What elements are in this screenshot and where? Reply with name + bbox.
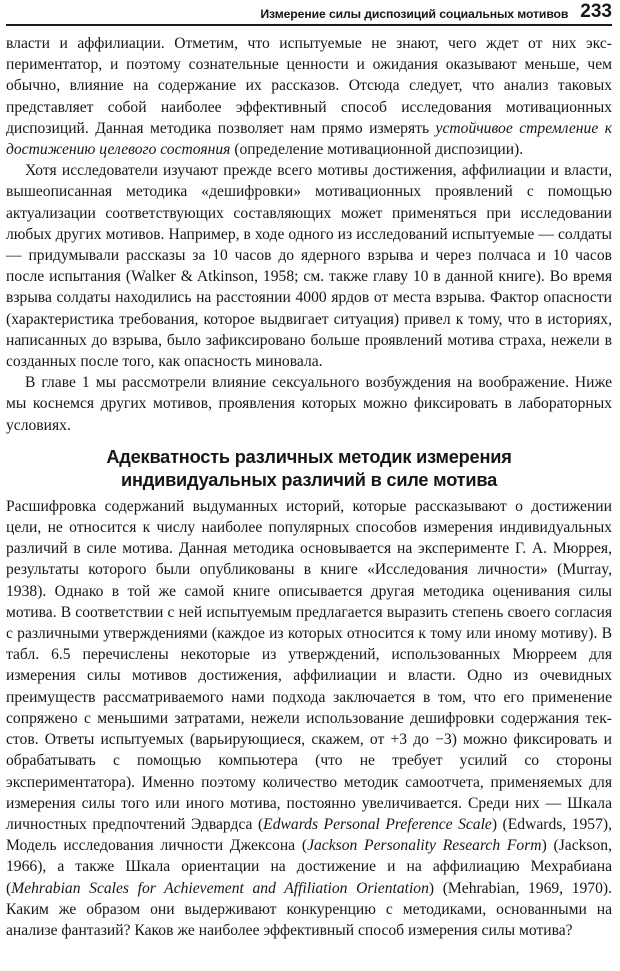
running-head-title: Измерение силы диспозиций социальных мотивов [260,7,569,21]
page-number: 233 [580,1,612,22]
paragraph-4 [6,496,612,941]
paragraph-4-text-b: ) (Edwards, 1957), Модель исследования личности Джексона ( [6,815,612,855]
paragraph-1 [6,33,612,160]
paragraph-3: В главе 1 мы рассмотрели влияние сексуального возбуждения на воображение. Ниже мы коснемся других мотивов, проявления которых можно фиксировать в лабораторных условиях. [6,374,612,434]
paragraph-1-text-a: власти и аффилиации. Отметим, что испытуемые не знают, чего ждет от них экспериментатор, и поэтому сознательные ценности и ожидания оказывают меньше, чем обычно, влияние на содержание их рассказов. Отсюда следует, что анализ таковых представляет собой наиболее эффективный способ исследования мотивационных диспозиций. Данная методика позволяет нам прямо измерять [6,35,612,137]
paragraph-4-text-d: ) (Mehrabian, 1969, 1970). Каким же образом они выдерживают конкуренцию с методиками, основанными на анализе фантазий? Каков же наиболее эффективный способ измерения силы мотива? [6,879,612,939]
section-heading-line-1: Адекватность различных методик измерения [106,446,512,467]
paragraph-4-emphasis-3: Mehrabian Scales for Achievement and Affiliation Orientation [11,879,429,897]
paragraph-4-text-a: Расшифровка содержаний выдуманных историй, которые рассказывают о достижении цели, не относится к числу наиболее популярных способов измерения индивидуальных различий в силе мотива. Данная методика основывается на эксперименте Г. А. Мюррея, результаты которого были опубликованы в книге «Исследования личности» (Murray, 1938). Однако в той же самой книге описывается другая методика оценивания силы мотива. В соответствии с ней испытуемым предлагается выразить степень своего согласия с различными утверждениями (каждое из которых относится к тому или иному мотиву). В табл. 6.5 перечислены некоторые из утверждений, использованных Мюрреем для измерения силы мотивов достижения, аффилиации и власти. Одно из очевидных преимуществ рассматриваемого нами подхода заключается в том, что его применение сопряжено с меньшими затратами, нежели использование дешифровки содержания текстов. Ответы испытуемых (варьирующиеся, скажем, от +3 до −3) можно фиксировать и обрабатывать с помощью компьютера (что не требует усилий со стороны экспериментатора). Именно поэтому количество методик самоотчета, применяемых для измерения силы того или иного мотива, постоянно увеличивается. Среди них — Шкала личностных предпочтений Эдвардса ( [6,497,612,833]
paragraph-1-emphasis: устойчивое стремление к достижению целевого состояния [6,119,612,159]
body-text [6,33,612,941]
section-heading [6,446,612,492]
paragraph-1-text-b: (определение мотивационной диспозиции). [230,141,524,159]
paragraph-4-emphasis-1: Edwards Personal Preference Scale [263,815,492,833]
paragraph-4-text-c: ) (Jackson, 1966), а также Шкала ориентации на достижение и на аффилиацию Мехрабиана ( [6,837,612,897]
paragraph-2: Хотя исследователи изучают прежде всего мотивы достижения, аффилиации и власти, вышеописанная методика «дешифровки» мотивационных проявлений с помощью актуализации соответствующих составляющих может применяться при исследовании любых других мотивов. Например, в ходе одного из исследований испытуемые — солдаты — придумывали рассказы за 10 часов до ядерного взрыва и через полчаса и 10 часов после испытания (Walker & Atkinson, 1958; см. также главу 10 в данной книге). Во время взрыва солдаты находились на расстоянии 4000 ярдов от места взрыва. Фактор опасности (характеристика требования, которое выдвигает ситуация) привел к тому, что в историях, написанных до взрыва, было зафиксировано больше проявлений мотива страха, нежели в созданных после того, как опасность миновала. [6,162,612,371]
paragraph-4-emphasis-2: Jackson Personality Research Form [307,837,542,855]
section-heading-line-2: индивидуальных различий в силе мотива [120,469,497,490]
running-head [6,0,612,26]
